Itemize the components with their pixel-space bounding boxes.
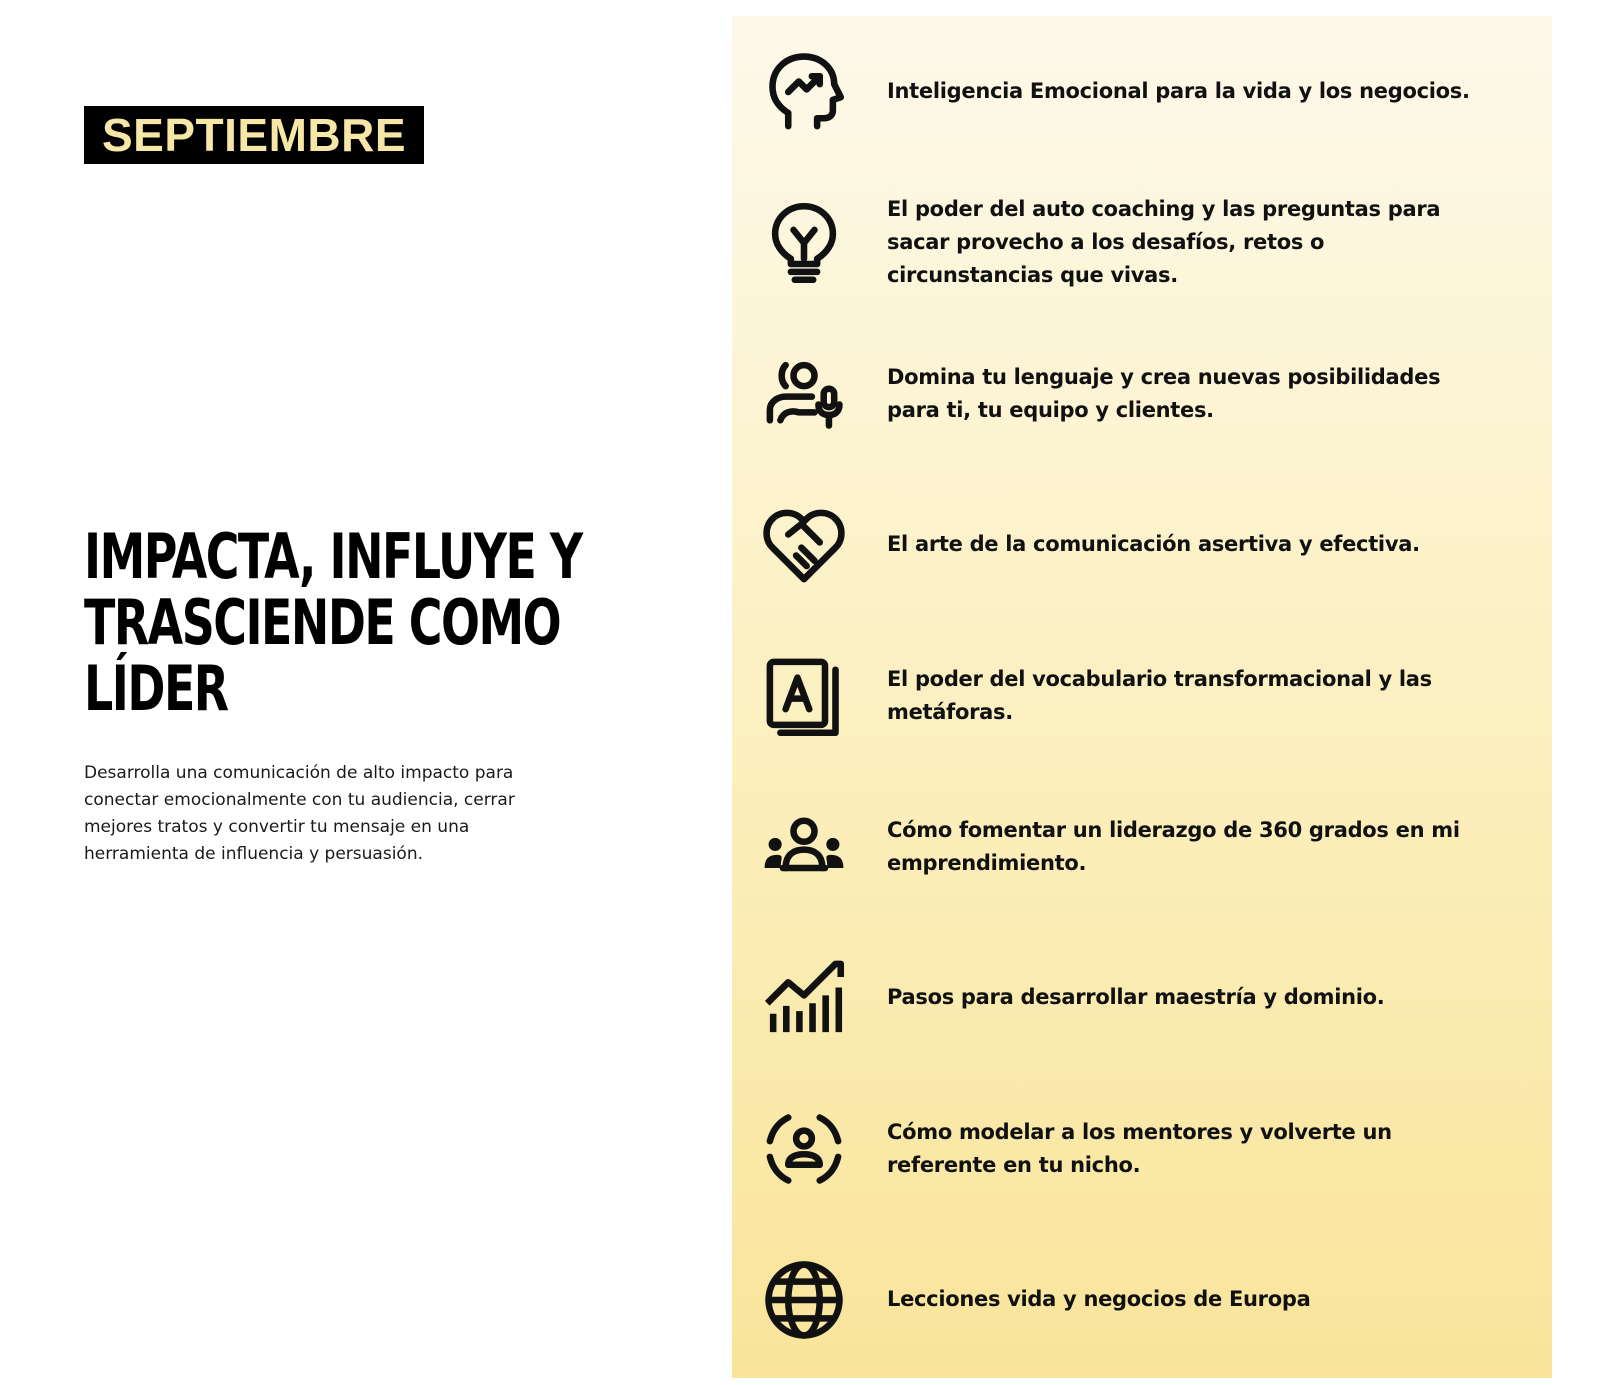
course-description: Desarrolla una comunicación de alto impacto para conectar emocionalmente con tu audiencia, cerrar mejores tratos y convertir tu mensaje en una herramienta de influencia y persuasión. <box>84 763 515 864</box>
handshake-heart-icon <box>756 497 852 593</box>
topic-label: Cómo modelar a los mentores y volverte un referente en tu nicho. <box>887 1119 1392 1177</box>
topic-item <box>732 771 1552 922</box>
topic-item <box>732 1073 1552 1224</box>
topic-item <box>732 1224 1552 1375</box>
head-growth-icon <box>756 44 852 140</box>
dictionary-book-icon <box>756 648 852 744</box>
topic-item <box>732 16 1552 167</box>
month-badge <box>84 106 424 164</box>
course-headline: IMPACTA, INFLUYE Y TRASCIENDE COMO LÍDER <box>84 520 582 725</box>
topic-label: Pasos para desarrollar maestría y dominio. <box>887 985 1385 1009</box>
speaker-microphone-icon <box>756 346 852 442</box>
topic-label: El poder del vocabulario transformacional y las metáforas. <box>887 666 1432 724</box>
topic-item <box>732 318 1552 469</box>
topic-label: Domina tu lenguaje y crea nuevas posibilidades para ti, tu equipo y clientes. <box>887 364 1441 422</box>
lightbulb-icon <box>756 195 852 291</box>
topic-label: El arte de la comunicación asertiva y efectiva. <box>887 532 1420 556</box>
person-focus-icon <box>756 1101 852 1197</box>
topic-label: El poder del auto coaching y las preguntas para sacar provecho a los desafíos, retos o circunstancias que vivas. <box>887 197 1441 287</box>
topic-label: Cómo fomentar un liderazgo de 360 grados en mi emprendimiento. <box>887 817 1460 875</box>
topic-label: Inteligencia Emocional para la vida y los negocios. <box>887 79 1470 103</box>
topic-item <box>732 469 1552 620</box>
topic-item <box>732 922 1552 1073</box>
topic-item <box>732 620 1552 771</box>
growth-chart-icon <box>756 950 852 1046</box>
month-badge-label: SEPTIEMBRE <box>102 109 407 161</box>
topics-panel <box>732 16 1552 1378</box>
team-group-icon <box>756 799 852 895</box>
topic-item <box>732 167 1552 318</box>
globe-icon <box>756 1252 852 1348</box>
intro-column <box>0 0 700 1385</box>
topic-label: Lecciones vida y negocios de Europa <box>887 1287 1311 1311</box>
